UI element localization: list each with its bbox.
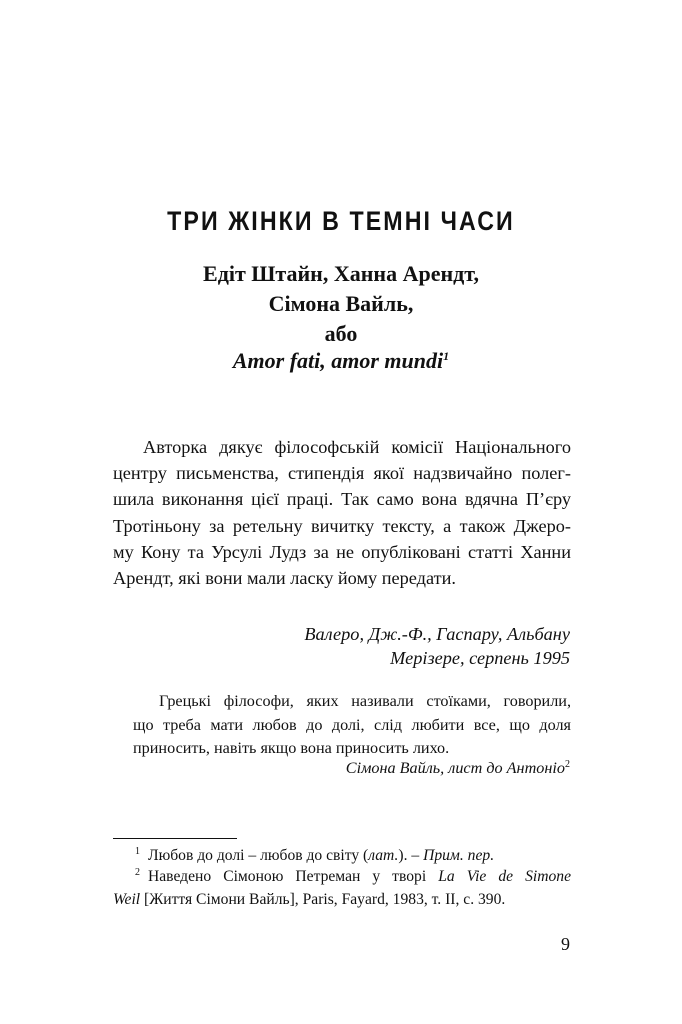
footnote-number: 1 [135, 846, 140, 857]
epigraph-line: Грецькі філософи, яких називали стоїками, говорили, [159, 692, 571, 710]
subtitle-line-4 [0, 348, 682, 374]
subtitle-line-1: Едіт Штайн, Ханна Арендт, [203, 261, 479, 286]
footnote-text: [Життя Сімони Вайль], Paris, Fayard, 1983, т. II, с. 390. [140, 890, 506, 908]
footnote-translator-note: Прим. пер. [423, 847, 495, 864]
epigraph-line: що треба мати любов до долі, слід любити все, що доля [133, 715, 571, 734]
footnote-ref-2: 2 [565, 759, 570, 770]
footnote-line [113, 889, 571, 912]
footnote-1 [113, 845, 571, 868]
footnote-text: Любов до долі – любов до світу ( [148, 847, 369, 864]
paragraph-line: му Кону та Урсулі Лудз за не опубліковані статті Ханни [113, 541, 571, 562]
footnote-ref-1: 1 [443, 349, 450, 363]
subtitle-line-3: або [324, 321, 358, 346]
chapter-title: ТРИ ЖІНКИ В ТЕМНІ ЧАСИ [167, 206, 515, 236]
footnote-book-title: Weil [113, 890, 141, 908]
paragraph-line: Авторка дякує філософській комісії Національного [143, 437, 571, 457]
paragraph-line: центру письменства, стипендія якої надзвичайно полег- [113, 463, 571, 484]
footnote-line [113, 866, 571, 889]
footnote-lang: лат. [368, 847, 399, 864]
paragraph-line: Тротіньону за ретельну вичитку тексту, а також Джеро- [113, 515, 571, 536]
footnote-number: 2 [135, 867, 140, 878]
paragraph-line: Арендт, які вони мали ласку йому передати. [113, 567, 456, 588]
epigraph-source-text: Сімона Вайль, лист до Антоніо [345, 759, 565, 777]
paragraph-line: шила виконання цієї праці. Так само вона вдячна П’єру [113, 489, 571, 510]
subtitle-line-2: Сімона Вайль, [268, 291, 414, 316]
signature-line-2: Мерізере, серпень 1995 [390, 648, 570, 668]
epigraph-source [346, 757, 570, 779]
subtitle-latin: Amor fati, amor mundi [232, 348, 444, 373]
footnote-line [113, 845, 571, 868]
epigraph-quote [133, 690, 571, 761]
epigraph-line: приносить, навіть якщо вона приносить лихо. [133, 739, 450, 757]
footnote-text: ). – [398, 847, 424, 864]
footnote-text: Наведено Сімоною Петреман у творі [148, 868, 439, 885]
acknowledgement-paragraph [113, 434, 571, 591]
page-number: 9 [561, 934, 570, 954]
footnote-2 [113, 866, 571, 911]
footnote-divider [113, 838, 237, 839]
signature-line-1: Валеро, Дж.-Ф., Гаспару, Альбану [304, 624, 570, 644]
footnote-book-title: La Vie de Simone [438, 868, 571, 885]
